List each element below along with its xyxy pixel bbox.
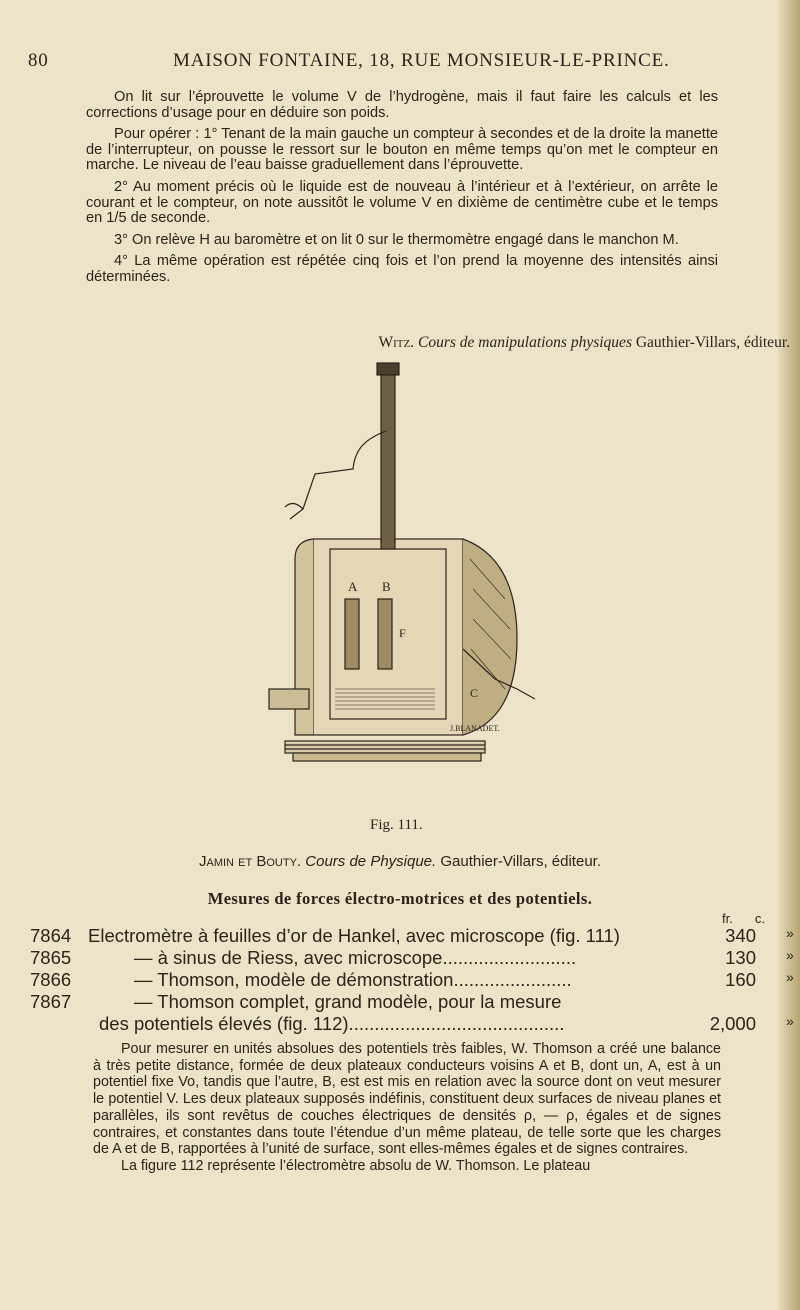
item-cents: » <box>786 947 794 963</box>
unit-francs: fr. <box>722 911 733 926</box>
engraver-signature: J.BLANADET. <box>450 724 500 733</box>
unit-cents: c. <box>754 911 765 926</box>
section-title: Mesures de forces électro-motrices et des potentiels. <box>207 889 593 908</box>
item-price: 130 <box>725 947 756 968</box>
page-number: 80 <box>28 50 49 71</box>
item-description: — Thomson complet, grand modèle, pour la mesure <box>134 991 562 1012</box>
catalog-item <box>30 991 794 1035</box>
description-paragraph: Pour mesurer en unités absolues des potentiels très faibles, W. Thomson a créé une balance à très petite distance, formée de deux plateaux conducteurs voisins A et B, dont un, A, est à un potentiel fixe Vo, tandis que l’autre, B, est est mis en relation avec la source dont on veut mesurer le potentiel V. Les deux plateaux supposés indéfinis, constituent deux surfaces de niveau planes et parallèles, ils sont revêtus de couches électriques de densités ρ, — ρ, égales et de signes contraires, et constantes dans toute l’étendue d’un même plateau, de telle sorte que les charges de A et de B, rapportées à l’unité de surface, sont elles-mêmes égales et de signes contraires. <box>93 1041 721 1158</box>
item-price: 2,000 <box>709 1013 756 1034</box>
item-cents: » <box>786 925 794 941</box>
item-number: 7865 <box>30 947 72 968</box>
plate-label-a: A <box>348 579 358 594</box>
item-number: 7864 <box>30 925 72 946</box>
citation-publisher: Gauthier-Villars, éditeur. <box>635 334 790 351</box>
item-number: 7867 <box>30 991 72 1012</box>
citation-author: Witz. <box>378 334 415 351</box>
intro-paragraph: 4° La même opération est répétée cinq fois et l’on prend la moyenne des intensités ainsi déterminées. <box>86 253 718 285</box>
label-c: C <box>470 686 479 700</box>
electrometer-illustration <box>255 359 555 799</box>
item-description: — à sinus de Riess, avec microscope.......................... <box>134 947 577 968</box>
item-description: — Thomson, modèle de démonstration....................... <box>134 969 572 990</box>
page-edge <box>778 0 800 1310</box>
item-cents: » <box>786 1013 794 1029</box>
thomson-description <box>93 1041 721 1175</box>
catalog-item <box>30 969 794 991</box>
citation-witz <box>0 334 790 352</box>
catalog-item <box>30 947 794 969</box>
header-title: MAISON FONTAINE, 18, RUE MONSIEUR-LE-PRINCE. <box>173 50 670 71</box>
item-cents: » <box>786 969 794 985</box>
item-description-continued: des potentiels élevés (fig. 112).......................................... <box>99 1013 565 1034</box>
price-units <box>722 911 765 926</box>
citation-author: Jamin et Bouty. <box>198 853 302 870</box>
plate-label-b: B <box>382 579 391 594</box>
label-f: F <box>399 626 406 640</box>
item-price: 160 <box>725 969 756 990</box>
citation-publisher: Gauthier-Villars, éditeur. <box>440 853 601 870</box>
intro-paragraph: On lit sur l’éprouvette le volume V de l’hydrogène, mais il faut faire les calculs et les corrections d’usage pour en déduire son poids. <box>86 89 718 121</box>
citation-work: Cours de manipulations physiques <box>417 334 632 351</box>
item-number: 7866 <box>30 969 72 990</box>
intro-paragraph: 3° On relève H au baromètre et on lit 0 sur le thermomètre engagé dans le manchon M. <box>114 231 679 248</box>
catalog-item <box>30 925 794 947</box>
citation-work: Cours de Physique. <box>305 853 437 870</box>
intro-paragraph: Pour opérer : 1° Tenant de la main gauche un compteur à secondes et de la droite la manette de l’interrupteur, on pousse le ressort sur le bouton en même temps qu’on met le compteur en marche. Le niveau de l’eau baisse graduellement dans l’éprouvette. <box>86 126 718 174</box>
item-price: 340 <box>725 925 756 946</box>
intro-text <box>86 90 718 286</box>
description-paragraph: La figure 112 représente l’électromètre absolu de W. Thomson. Le plateau <box>121 1157 591 1174</box>
citation-jamin-bouty <box>0 853 800 870</box>
item-description: Electromètre à feuilles d’or de Hankel, avec microscope (fig. 111) <box>88 925 620 946</box>
intro-paragraph: 2° Au moment précis où le liquide est de nouveau à l’intérieur et à l’extérieur, on arrête le courant et le compteur, on note aussitôt le volume V en dixième de centimètre cube et le temps en 1/5 de seconde. <box>86 178 718 227</box>
figure-caption: Fig. 111. <box>370 817 423 833</box>
